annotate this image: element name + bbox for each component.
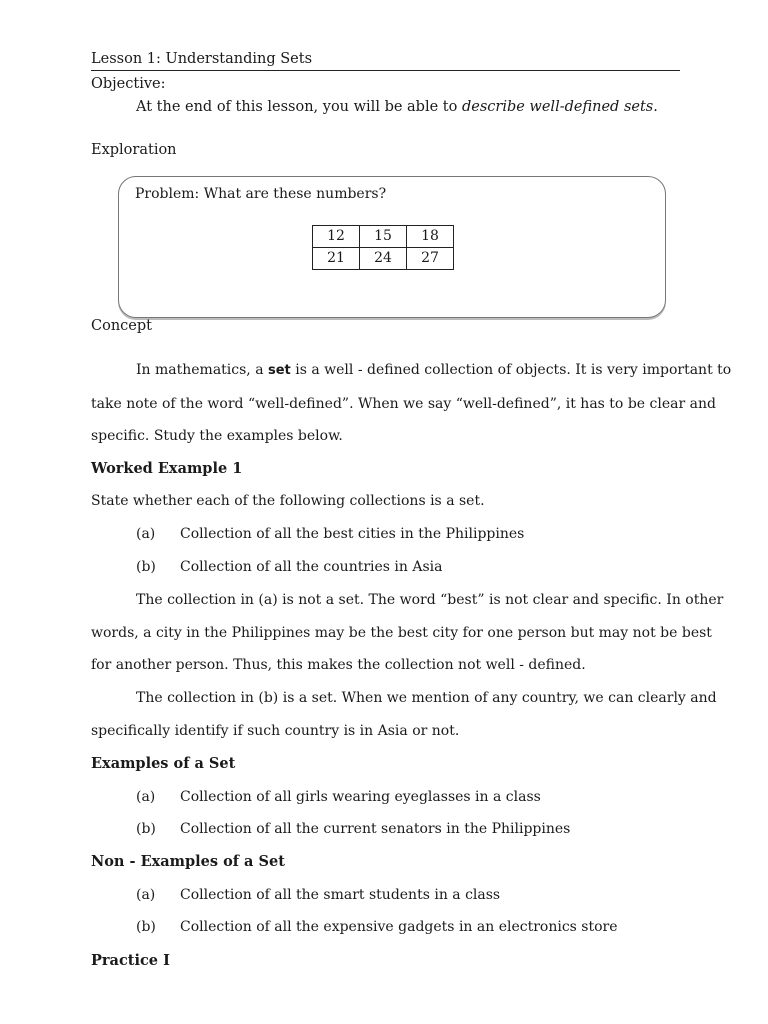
list-item-label: (a) xyxy=(136,789,156,805)
practice-heading: Practice I xyxy=(91,952,170,969)
exploration-heading: Exploration xyxy=(91,142,177,158)
set-keyword: set xyxy=(268,363,291,378)
table-cell: 21 xyxy=(313,248,360,270)
examples-heading: Examples of a Set xyxy=(91,755,236,772)
objective-text-suffix: . xyxy=(653,99,658,115)
problem-text: Problem: What are these numbers? xyxy=(135,186,387,202)
explanation-a-line-2: words, a city in the Philippines may be the best city for one person but may not be best xyxy=(91,625,712,641)
objective-text-emphasis: describe well-defined sets xyxy=(461,99,654,115)
header-rule xyxy=(91,70,680,71)
explanation-b-line-2: specifically identify if such country is in Asia or not. xyxy=(91,723,460,739)
list-item-label: (a) xyxy=(136,526,156,542)
explanation-b-line-1: The collection in (b) is a set. When we mention of any country, we can clearly and xyxy=(136,690,717,706)
lesson-title: Lesson 1: Understanding Sets xyxy=(91,51,313,67)
concept-line-1-prefix: In mathematics, a xyxy=(136,362,268,378)
table-row xyxy=(313,226,454,248)
concept-line-1-suffix: is a well - defined collection of objects. It is very important to xyxy=(290,362,732,378)
explanation-a-line-1: The collection in (a) is not a set. The word “best” is not clear and specific. In other xyxy=(136,592,724,608)
list-item: Collection of all girls wearing eyeglasses in a class xyxy=(180,789,541,805)
concept-line-2: take note of the word “well-defined”. When we say “well-defined”, it has to be clear and xyxy=(91,396,716,412)
worked-example-instruction: State whether each of the following collections is a set. xyxy=(91,493,485,509)
table-cell: 15 xyxy=(360,226,407,248)
table-cell: 24 xyxy=(360,248,407,270)
non-examples-heading: Non - Examples of a Set xyxy=(91,853,285,870)
table-cell: 27 xyxy=(407,248,454,270)
concept-line-1 xyxy=(136,362,731,378)
objective-text-prefix: At the end of this lesson, you will be able to xyxy=(136,99,462,115)
list-item-label: (b) xyxy=(136,919,156,935)
list-item-label: (a) xyxy=(136,887,156,903)
list-item: Collection of all the expensive gadgets in an electronics store xyxy=(180,919,618,935)
list-item: Collection of all the smart students in a class xyxy=(180,887,501,903)
table-row xyxy=(313,248,454,270)
list-item: Collection of all the best cities in the Philippines xyxy=(180,526,525,542)
list-item: Collection of all the countries in Asia xyxy=(180,559,443,575)
worked-example-heading: Worked Example 1 xyxy=(91,460,243,477)
list-item-label: (b) xyxy=(136,559,156,575)
concept-line-3: specific. Study the examples below. xyxy=(91,428,343,444)
objective-text xyxy=(136,99,658,115)
objective-heading: Objective: xyxy=(91,76,166,92)
list-item-label: (b) xyxy=(136,821,156,837)
table-cell: 18 xyxy=(407,226,454,248)
explanation-a-line-3: for another person. Thus, this makes the collection not well - defined. xyxy=(91,657,586,673)
concept-heading: Concept xyxy=(91,318,152,334)
list-item: Collection of all the current senators in the Philippines xyxy=(180,821,571,837)
table-cell: 12 xyxy=(313,226,360,248)
numbers-table xyxy=(312,225,454,270)
